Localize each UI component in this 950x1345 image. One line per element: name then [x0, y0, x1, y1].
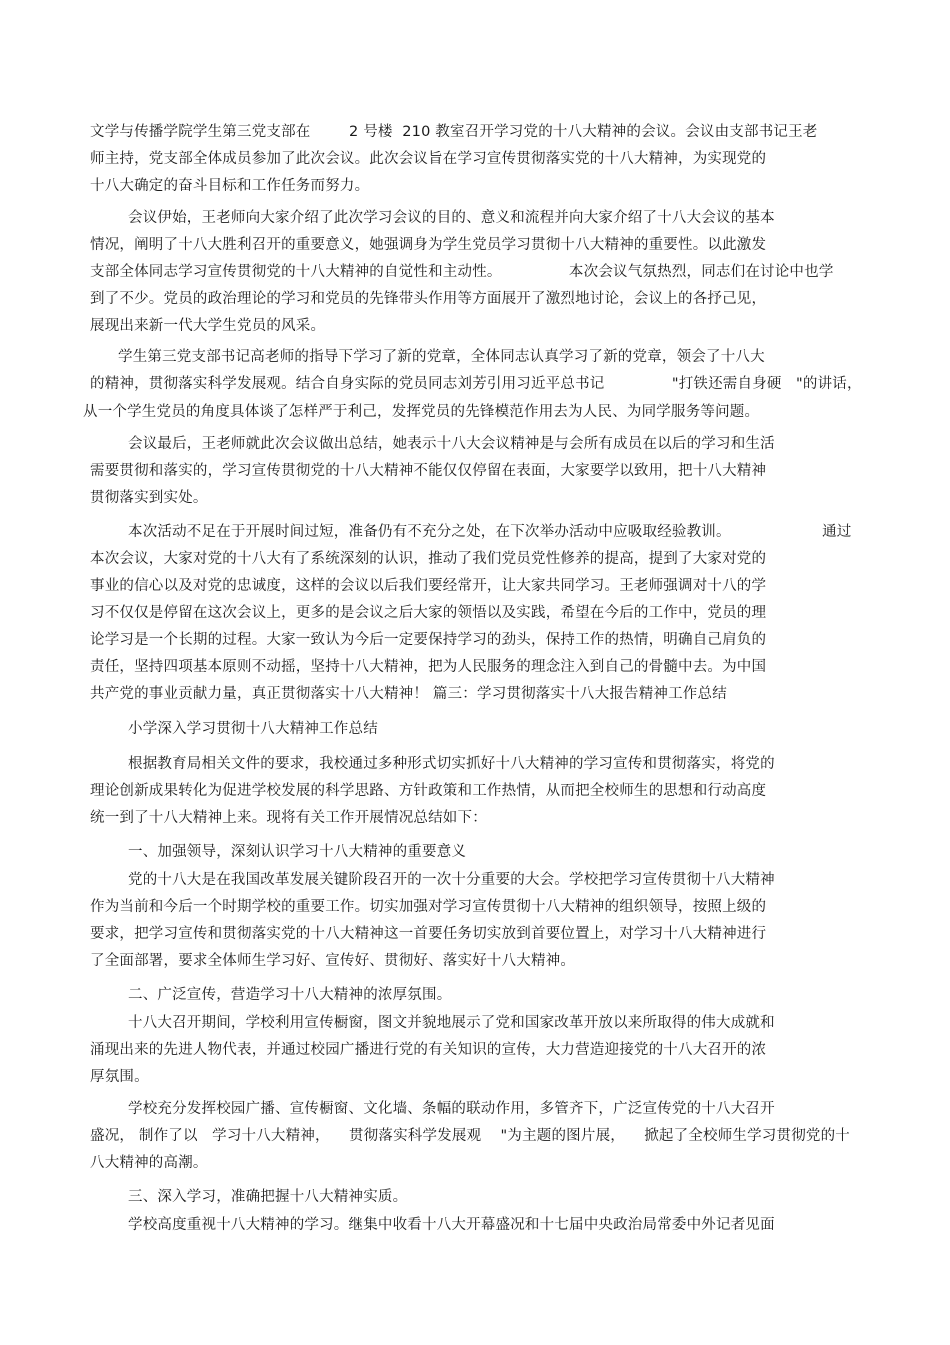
text-line: 党的十八大是在我国改革发展关键阶段召开的一次十分重要的大会。学校把学习宣传贯彻十八大精神: [128, 872, 775, 888]
text-line: 到了不少。党员的政治理论的学习和党员的先锋带头作用等方面展开了激烈地讨论，会议上的各抒己见，: [90, 291, 767, 307]
text-line: 责任，坚持四项基本原则不动摇，坚持十八大精神，把为人民服务的理念注入到自己的骨髓中去。为中国: [90, 659, 767, 675]
text-line: 涌现出来的先进人物代表，并通过校园广播进行党的有关知识的宣传，大力营造迎接党的十八大召开的浓: [90, 1042, 767, 1058]
text-line: 贯彻落实到实处。: [90, 490, 208, 506]
text-line: 本次会议，大家对党的十八大有了系统深刻的认识，推动了我们党员党性修养的提高，提到了大家对党的: [90, 551, 767, 567]
text-line: 需要贯彻和落实的，学习宣传贯彻党的十八大精神不能仅仅停留在表面，大家要学以致用，把十八大精神: [90, 463, 767, 479]
text-line: 盛况， 制作了以 学习十八大精神， 贯彻落实科学发展观 "为主题的图片展， 掀起了全校师生学习贯彻党的十: [90, 1128, 851, 1144]
section-heading: 一、加强领导，深刻认识学习十八大精神的重要意义: [128, 844, 467, 860]
text-line: 习不仅仅是停留在这次会议上，更多的是会议之后大家的领悟以及实践，希望在今后的工作中，党员的理: [90, 605, 767, 621]
text-line: 本次活动不足在于开展时间过短，准备仍有不充分之处，在下次举办活动中应吸取经验教训。 通过: [128, 524, 852, 540]
text-line: 文学与传播学院学生第三党支部在 2 号楼 210 教室召开学习党的十八大精神的会议。会议由支部书记王老: [90, 124, 818, 140]
section-heading: 三、深入学习，准确把握十八大精神实质。: [128, 1189, 408, 1205]
text-line: 十八大确定的奋斗目标和工作任务而努力。: [90, 178, 370, 194]
text-line: 作为当前和今后一个时期学校的重要工作。切实加强对学习宣传贯彻十八大精神的组织领导，按照上级的: [90, 899, 767, 915]
text-line: 会议伊始，王老师向大家介绍了此次学习会议的目的、意义和流程并向大家介绍了十八大会议的基本: [128, 210, 775, 226]
text-line: 事业的信心以及对党的忠诚度，这样的会议以后我们要经常开，让大家共同学习。王老师强调对十八的学: [90, 578, 767, 594]
text-line: 八大精神的高潮。: [90, 1155, 208, 1171]
text-line: 会议最后，王老师就此次会议做出总结，她表示十八大会议精神是与会所有成员在以后的学习和生活: [128, 436, 775, 452]
text-line: 根据教育局相关文件的要求，我校通过多种形式切实抓好十八大精神的学习宣传和贯彻落实，将党的: [128, 756, 775, 772]
text-line: 要求，把学习宣传和贯彻落实党的十八大精神这一首要任务切实放到首要位置上，对学习十八大精神进行: [90, 926, 767, 942]
text-line: 情况，阐明了十八大胜利召开的重要意义，她强调身为学生党员学习贯彻十八大精神的重要性。以此激发: [90, 237, 767, 253]
text-line: 展现出来新一代大学生党员的风采。: [90, 318, 326, 334]
text-line: 的精神，贯彻落实科学发展观。结合自身实际的党员同志刘芳引用习近平总书记 "打铁还需自身硬 "的讲话，: [90, 376, 862, 392]
text-line: 厚氛围。: [90, 1069, 149, 1085]
text-line: 学校充分发挥校园广播、宣传橱窗、文化墙、条幅的联动作用，多管齐下，广泛宣传党的十八大召开: [128, 1101, 775, 1117]
text-line: 学校高度重视十八大精神的学习。继集中收看十八大开幕盛况和十七届中央政治局常委中外记者见面: [128, 1217, 775, 1233]
text-line: 师主持，党支部全体成员参加了此次会议。此次会议旨在学习宣传贯彻落实党的十八大精神，为实现党的: [90, 151, 767, 167]
text-line: 了全面部署，要求全体师生学习好、宣传好、贯彻好、落实好十八大精神。: [90, 953, 576, 969]
text-line: 理论创新成果转化为促进学校发展的科学思路、方针政策和工作热情，从而把全校师生的思想和行动高度: [90, 783, 767, 799]
text-line: 十八大召开期间，学校利用宣传橱窗，图文并貌地展示了党和国家改革开放以来所取得的伟大成就和: [128, 1015, 775, 1031]
text-line: 统一到了十八大精神上来。现将有关工作开展情况总结如下：: [90, 810, 487, 826]
text-line: 共产党的事业贡献力量，真正贯彻落实十八大精神！ 篇三：学习贯彻落实十八大报告精神工作总结: [90, 686, 727, 702]
text-line: 从一个学生党员的角度具体谈了怎样严于利己，发挥党员的先锋模范作用去为人民、为同学服务等问题。: [83, 404, 760, 420]
section-title: 小学深入学习贯彻十八大精神工作总结: [128, 721, 378, 737]
text-line: 学生第三党支部书记高老师的指导下学习了新的党章，全体同志认真学习了新的党章，领会了十八大: [118, 349, 765, 365]
text-line: 支部全体同志学习宣传贯彻党的十八大精神的自觉性和主动性。 本次会议气氛热烈，同志们在讨论中也学: [90, 264, 834, 280]
section-heading: 二、广泛宣传，营造学习十八大精神的浓厚氛围。: [128, 987, 452, 1003]
text-line: 论学习是一个长期的过程。大家一致认为今后一定要保持学习的劲头，保持工作的热情，明确自己肩负的: [90, 632, 767, 648]
